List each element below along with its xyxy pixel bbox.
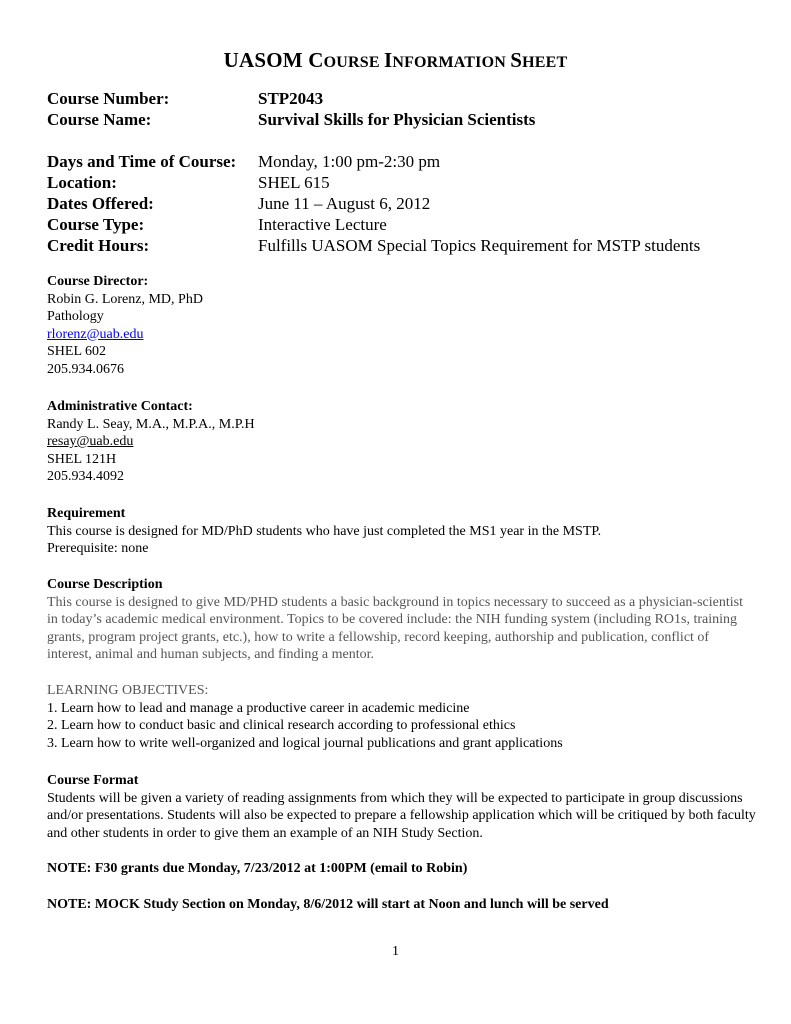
learning-objectives-heading: LEARNING OBJECTIVES: xyxy=(47,683,209,698)
administrative-contact-section xyxy=(47,398,757,486)
credit-hours-value: Fulfills UASOM Special Topics Requirement for MSTP students xyxy=(258,236,701,255)
dates-offered-label: Dates Offered: xyxy=(47,194,154,213)
days-time-row xyxy=(47,151,700,172)
note-f30-grants: NOTE: F30 grants due Monday, 7/23/2012 at 1:00PM (email to Robin) xyxy=(47,861,468,876)
course-format-section xyxy=(47,772,757,842)
location-row xyxy=(47,172,700,193)
requirement-text: This course is designed for MD/PhD students who have just completed the MS1 year in the MSTP. xyxy=(47,523,602,539)
dates-offered-row xyxy=(47,193,700,214)
course-director-section xyxy=(47,273,757,378)
title-segment: S xyxy=(510,48,523,72)
objective-item: 3. Learn how to write well-organized and logical journal publications and grant applications xyxy=(47,735,563,751)
course-info-table xyxy=(47,88,700,256)
spacer xyxy=(47,130,700,151)
days-time-label: Days and Time of Course: xyxy=(47,152,237,171)
location-label: Location: xyxy=(47,173,117,192)
dates-offered-value: June 11 – August 6, 2012 xyxy=(258,194,431,213)
course-director-heading: Course Director: xyxy=(47,274,149,289)
objective-item: 2. Learn how to conduct basic and clinical research according to professional ethics xyxy=(47,718,516,733)
title-segment: UASOM C xyxy=(223,48,324,72)
admin-phone: 205.934.4092 xyxy=(47,469,124,484)
course-name-value: Survival Skills for Physician Scientists xyxy=(258,110,536,129)
course-number-value: STP2043 xyxy=(258,89,324,108)
director-email-link[interactable]: rlorenz@uab.edu xyxy=(47,326,144,342)
days-time-value: Monday, 1:00 pm-2:30 pm xyxy=(258,152,441,171)
learning-objectives-section xyxy=(47,682,757,752)
course-format-heading: Course Format xyxy=(47,773,139,788)
location-value: SHEL 615 xyxy=(258,173,330,192)
document-title xyxy=(0,48,791,73)
page-number: 1 xyxy=(392,944,399,959)
title-segment: NFORMATION xyxy=(392,54,511,71)
course-type-label: Course Type: xyxy=(47,215,145,234)
title-segment: I xyxy=(383,48,393,72)
course-format-text: Students will be given a variety of reading assignments from which they will be expected to participate in group discussions and/or presentations. Students will also be expected to prepare a fellowship application which will be critiqued by both faculty and other students in order to give them an example of an NIH Study Section. xyxy=(47,790,756,841)
credit-hours-row xyxy=(47,235,700,256)
director-department: Pathology xyxy=(47,309,104,324)
course-name-label: Course Name: xyxy=(47,110,152,129)
requirement-section xyxy=(47,505,757,558)
objective-item: 1. Learn how to lead and manage a productive career in academic medicine xyxy=(47,700,470,716)
admin-office: SHEL 121H xyxy=(47,451,117,467)
course-description-heading: Course Description xyxy=(47,577,163,592)
course-description-text: This course is designed to give MD/PHD students a basic background in topics necessary to succeed as a physician-scientist in today’s academic medical environment. Topics to be covered include: the NIH funding system (including RO1s, training grants, program project grants, etc.), how to write a fellowship, record keeping, authorship and publication, conflict of interest, animal and human subjects, and finding a mentor. xyxy=(47,594,743,662)
course-type-row xyxy=(47,214,700,235)
title-segment: HEET xyxy=(522,54,568,71)
credit-hours-label: Credit Hours: xyxy=(47,236,150,255)
director-name: Robin G. Lorenz, MD, PhD xyxy=(47,291,203,307)
requirement-heading: Requirement xyxy=(47,506,126,521)
course-name-row xyxy=(47,109,700,130)
admin-name: Randy L. Seay, M.A., M.P.A., M.P.H xyxy=(47,416,255,432)
course-number-label: Course Number: xyxy=(47,89,170,108)
note-mock-study-section: NOTE: MOCK Study Section on Monday, 8/6/2012 will start at Noon and lunch will be served xyxy=(47,897,609,912)
title-segment: OURSE xyxy=(323,54,384,71)
director-phone: 205.934.0676 xyxy=(47,361,124,377)
director-office: SHEL 602 xyxy=(47,344,106,359)
course-description-section xyxy=(47,576,757,664)
admin-contact-heading: Administrative Contact: xyxy=(47,399,193,414)
prerequisite-text: Prerequisite: none xyxy=(47,541,149,556)
course-type-value: Interactive Lecture xyxy=(258,215,387,234)
course-number-row xyxy=(47,88,700,109)
admin-email-link[interactable]: resay@uab.edu xyxy=(47,434,134,449)
